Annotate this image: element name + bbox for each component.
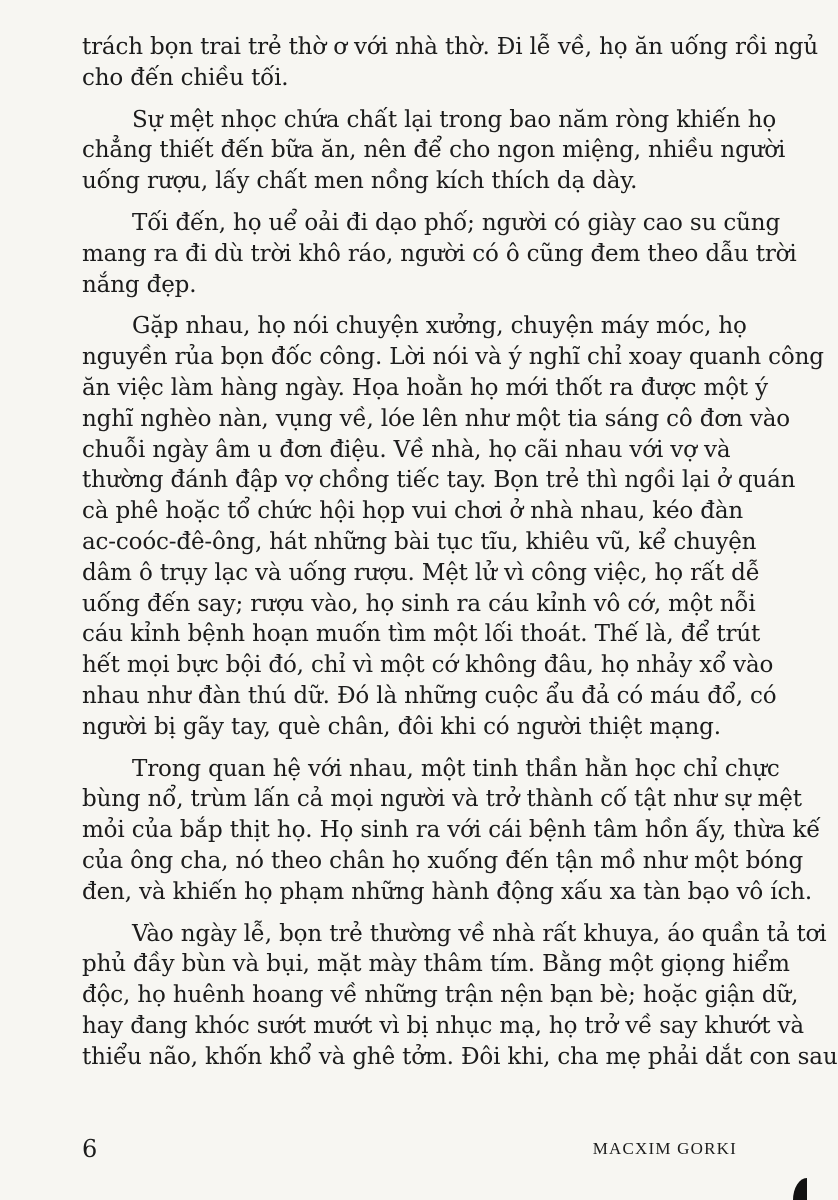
running-head-author: MACXIM GORKI bbox=[592, 1139, 737, 1158]
paragraph bbox=[82, 32, 819, 94]
text-line: độc, họ huênh hoang về những trận nện bạn bè; hoặc giận dữ, bbox=[82, 982, 799, 1009]
text-line: của ông cha, nó theo chân họ xuống đến tận mồ như một bóng bbox=[82, 847, 804, 874]
text-line: người bị gãy tay, què chân, đôi khi có người thiệt mạng. bbox=[82, 713, 721, 740]
text-line: nghĩ nghèo nàn, vụng về, lóe lên như một tia sáng cô đơn vào bbox=[82, 405, 790, 432]
text-line: dâm ô trụy lạc và uống rượu. Mệt lử vì công việc, họ rất dễ bbox=[82, 559, 760, 586]
text-line: uống rượu, lấy chất men nồng kích thích dạ dày. bbox=[82, 168, 638, 195]
paragraph bbox=[82, 919, 838, 1073]
paragraph bbox=[82, 754, 821, 908]
text-line: chuỗi ngày âm u đơn điệu. Về nhà, họ cãi nhau với vợ và bbox=[82, 436, 731, 463]
text-line: chẳng thiết đến bữa ăn, nên để cho ngon miệng, nhiều người bbox=[82, 137, 786, 164]
text-line: hết mọi bực bội đó, chỉ vì một cớ không đâu, họ nhảy xổ vào bbox=[82, 652, 774, 679]
text-line: Vào ngày lễ, bọn trẻ thường về nhà rất khuya, áo quần tả tơi bbox=[132, 920, 827, 947]
text-line: Trong quan hệ với nhau, một tinh thần hằn học chỉ chực bbox=[132, 755, 780, 782]
text-line: cáu kỉnh bệnh hoạn muốn tìm một lối thoát. Thế là, để trút bbox=[82, 621, 761, 648]
paragraph bbox=[82, 208, 797, 300]
page-edge-shadow bbox=[793, 1178, 807, 1200]
text-line: hay đang khóc sướt mướt vì bị nhục mạ, họ trở về say khướt và bbox=[82, 1012, 804, 1039]
page-footer bbox=[0, 1135, 807, 1175]
text-line: trách bọn trai trẻ thờ ơ với nhà thờ. Đi lễ về, họ ăn uống rồi ngủ bbox=[82, 34, 819, 60]
text-line: nhau như đàn thú dữ. Đó là những cuộc ẩu đả có máu đổ, có bbox=[82, 682, 777, 709]
text-line: nắng đẹp. bbox=[82, 271, 197, 298]
text-line: bùng nổ, trùm lấn cả mọi người và trở thành cố tật như sự mệt bbox=[82, 786, 802, 813]
text-line: Sự mệt nhọc chứa chất lại trong bao năm ròng khiến họ bbox=[132, 106, 777, 133]
text-line: cho đến chiều tối. bbox=[82, 64, 289, 91]
text-line: uống đến say; rượu vào, họ sinh ra cáu kỉnh vô cớ, một nỗi bbox=[82, 590, 756, 617]
body-text bbox=[82, 32, 838, 1084]
text-line: ăn việc làm hàng ngày. Họa hoằn họ mới thốt ra được một ý bbox=[82, 374, 769, 401]
text-line: ac-coóc-đê-ông, hát những bài tục tĩu, khiêu vũ, kể chuyện bbox=[82, 528, 757, 555]
text-line: Tối đến, họ uể oải đi dạo phố; người có giày cao su cũng bbox=[132, 209, 781, 236]
paragraph bbox=[82, 311, 824, 742]
text-line: mang ra đi dù trời khô ráo, người có ô cũng đem theo dẫu trời bbox=[82, 240, 797, 267]
text-line: Gặp nhau, họ nói chuyện xưởng, chuyện máy móc, họ bbox=[132, 313, 747, 340]
text-line: nguyền rủa bọn đốc công. Lời nói và ý nghĩ chỉ xoay quanh công bbox=[82, 344, 824, 371]
text-line: thường đánh đập vợ chồng tiếc tay. Bọn trẻ thì ngồi lại ở quán bbox=[82, 467, 796, 494]
page-number: 6 bbox=[82, 1135, 98, 1163]
text-line: phủ đầy bùn và bụi, mặt mày thâm tím. Bằng một giọng hiểm bbox=[82, 951, 790, 978]
text-line: đen, và khiến họ phạm những hành động xấu xa tàn bạo vô ích. bbox=[82, 878, 813, 905]
text-line: thiểu não, khốn khổ và ghê tởm. Đôi khi, cha mẹ phải dắt con sau bbox=[82, 1043, 838, 1070]
text-line: cà phê hoặc tổ chức hội họp vui chơi ở nhà nhau, kéo đàn bbox=[82, 498, 744, 525]
text-line: mỏi của bắp thịt họ. Họ sinh ra với cái bệnh tâm hồn ấy, thừa kế bbox=[82, 817, 821, 844]
paragraph bbox=[82, 105, 786, 197]
